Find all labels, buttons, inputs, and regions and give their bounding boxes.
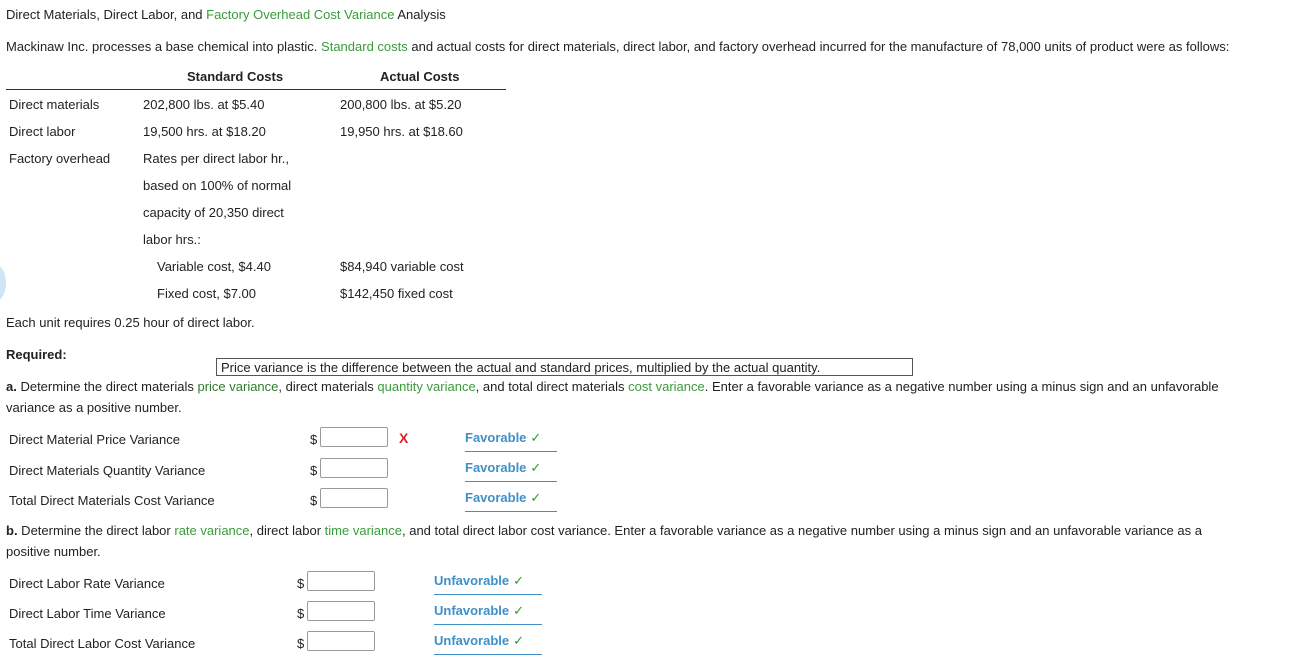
part-b-instructions-line-2: positive number.: [6, 544, 101, 559]
part-a-instructions-line-2: variance as a positive number.: [6, 400, 182, 415]
dm-total-cost-variance-label: Total Direct Materials Cost Variance: [9, 493, 215, 508]
rate-variance-link[interactable]: rate variance: [174, 523, 250, 538]
currency-symbol: $: [297, 636, 305, 651]
dm-price-variance-label: Direct Material Price Variance: [9, 432, 180, 447]
fixed-cost-actual: $142,450 fixed cost: [340, 286, 453, 301]
standard-costs-link[interactable]: Standard costs: [321, 39, 408, 54]
direct-materials-actual: 200,800 lbs. at $5.20: [340, 97, 462, 112]
dl-total-cost-variance-label: Total Direct Labor Cost Variance: [9, 636, 196, 651]
direct-labor-note: Each unit requires 0.25 hour of direct labor.: [6, 315, 255, 330]
direct-materials-standard: 202,800 lbs. at $5.40: [143, 97, 265, 112]
checkmark-icon: ✓: [530, 430, 542, 445]
checkmark-icon: ✓: [513, 603, 525, 618]
quantity-variance-link[interactable]: quantity variance: [377, 379, 476, 394]
table-header-divider: [6, 89, 506, 90]
dl-time-variance-result[interactable]: Unfavorable ✓: [434, 602, 542, 625]
row-label-direct-labor: Direct labor: [9, 124, 76, 139]
part-b-instructions: b. Determine the direct labor rate variance, direct labor time variance, and total direct labor cost variance. Enter a favorable variance as a negative number using a minus sign and an unfavorable variance as a: [6, 523, 1202, 538]
checkmark-icon: ✓: [513, 633, 525, 648]
dl-total-cost-variance-input[interactable]: [307, 631, 375, 651]
page-title: Direct Materials, Direct Labor, and Factory Overhead Cost Variance Analysis: [6, 7, 446, 22]
dm-price-variance-result[interactable]: Favorable ✓: [465, 429, 557, 452]
direct-labor-standard: 19,500 hrs. at $18.20: [143, 124, 266, 139]
dm-quantity-variance-result[interactable]: Favorable ✓: [465, 459, 557, 482]
row-label-direct-materials: Direct materials: [9, 97, 100, 112]
focus-indicator: [0, 265, 6, 301]
cost-variance-link[interactable]: cost variance: [628, 379, 705, 394]
standard-costs-header: Standard Costs: [187, 69, 284, 84]
dm-quantity-variance-label: Direct Materials Quantity Variance: [9, 463, 206, 478]
checkmark-icon: ✓: [530, 460, 542, 475]
dl-rate-variance-result[interactable]: Unfavorable ✓: [434, 572, 542, 595]
price-variance-link[interactable]: price variance: [197, 379, 279, 394]
dl-time-variance-label: Direct Labor Time Variance: [9, 606, 166, 621]
currency-symbol: $: [310, 432, 318, 447]
factory-overhead-standard-line-1: Rates per direct labor hr.,: [143, 151, 289, 166]
factory-overhead-standard-line-4: labor hrs.:: [143, 232, 201, 247]
actual-costs-header: Actual Costs: [380, 69, 460, 84]
dl-total-cost-variance-result[interactable]: Unfavorable ✓: [434, 632, 542, 655]
problem-intro: Mackinaw Inc. processes a base chemical into plastic. Standard costs and actual costs for direct materials, direct labor, and factory overhead incurred for the manufacture of 78,000 units of product were as follows:: [6, 39, 1230, 54]
dl-time-variance-input[interactable]: [307, 601, 375, 621]
variable-cost-standard: Variable cost, $4.40: [157, 259, 271, 274]
variable-cost-actual: $84,940 variable cost: [340, 259, 464, 274]
required-heading: Required:: [6, 347, 67, 362]
dl-rate-variance-input[interactable]: [307, 571, 375, 591]
dm-total-cost-variance-input[interactable]: [320, 488, 388, 508]
dl-rate-variance-label: Direct Labor Rate Variance: [9, 576, 165, 591]
factory-overhead-cost-variance-link[interactable]: Factory Overhead Cost Variance: [206, 7, 395, 22]
currency-symbol: $: [310, 493, 318, 508]
time-variance-link[interactable]: time variance: [324, 523, 402, 538]
factory-overhead-standard-line-3: capacity of 20,350 direct: [143, 205, 284, 220]
currency-symbol: $: [310, 463, 318, 478]
checkmark-icon: ✓: [530, 490, 542, 505]
dm-total-cost-variance-result[interactable]: Favorable ✓: [465, 489, 557, 512]
row-label-factory-overhead: Factory overhead: [9, 151, 111, 166]
currency-symbol: $: [297, 576, 305, 591]
part-a-instructions: a. Determine the direct materials price variance, direct materials quantity variance, and total direct materials cost variance. Enter a favorable variance as a negative number using a minus sign and an unfavorable: [6, 379, 1219, 394]
direct-labor-actual: 19,950 hrs. at $18.60: [340, 124, 463, 139]
checkmark-icon: ✓: [513, 573, 525, 588]
fixed-cost-standard: Fixed cost, $7.00: [157, 286, 256, 301]
dm-quantity-variance-input[interactable]: [320, 458, 388, 478]
dm-price-variance-input[interactable]: [320, 427, 388, 447]
x-mark-icon: X: [399, 430, 409, 446]
factory-overhead-standard-line-2: based on 100% of normal: [143, 178, 292, 193]
price-variance-tooltip: Price variance is the difference between the actual and standard prices, multiplied by the actual quantity.: [216, 358, 913, 376]
currency-symbol: $: [297, 606, 305, 621]
